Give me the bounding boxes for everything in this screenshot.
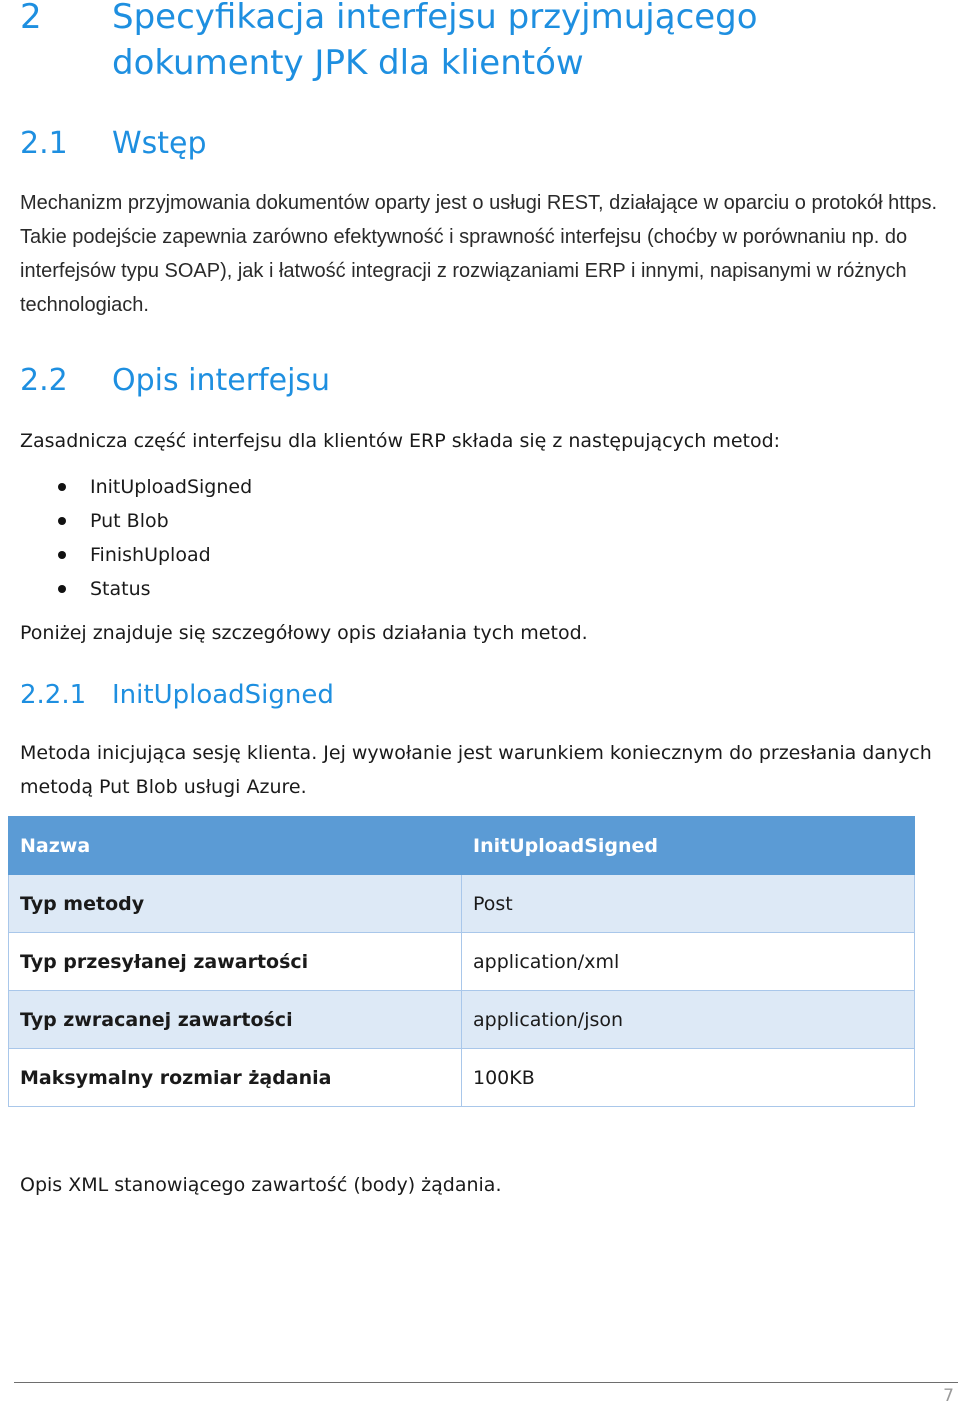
table-header-cell: InitUploadSigned xyxy=(462,817,915,875)
section-heading-interface xyxy=(20,361,330,401)
table-row xyxy=(9,1049,915,1107)
method-spec-table xyxy=(8,816,915,1107)
subsection-number: 2.2.1 xyxy=(20,680,87,710)
page-number: 7 xyxy=(943,1386,954,1406)
list-item xyxy=(0,538,252,572)
chapter-number: 2 xyxy=(20,0,42,37)
section-title: Wstęp xyxy=(112,126,207,161)
method-name: FinishUpload xyxy=(90,544,211,566)
bullet-icon xyxy=(58,551,66,559)
method-name: Put Blob xyxy=(90,510,169,532)
section-number: 2.1 xyxy=(20,126,68,161)
chapter-heading xyxy=(20,0,950,86)
table-value-cell: application/xml xyxy=(462,933,915,991)
methods-list xyxy=(0,470,252,606)
bullet-icon xyxy=(58,483,66,491)
table-value-cell: Post xyxy=(462,875,915,933)
list-item xyxy=(0,572,252,606)
table-value-cell: application/json xyxy=(462,991,915,1049)
section-number: 2.2 xyxy=(20,363,68,398)
table-row xyxy=(9,875,915,933)
list-item xyxy=(0,470,252,504)
chapter-title: Specyfikacja interfejsu przyjmującego dokumenty JPK dla klientów xyxy=(112,0,758,83)
method-name: Status xyxy=(90,578,151,600)
list-item xyxy=(0,504,252,538)
table-label-cell: Typ metody xyxy=(9,875,462,933)
table-value-cell: 100KB xyxy=(462,1049,915,1107)
closing-paragraph: Opis XML stanowiącego zawartość (body) żądania. xyxy=(20,1174,502,1196)
bullet-icon xyxy=(58,517,66,525)
table-header-cell: Nazwa xyxy=(9,817,462,875)
table-header-row xyxy=(9,817,915,875)
subsection-paragraph: Metoda inicjująca sesję klienta. Jej wywołanie jest warunkiem koniecznym do przesłania danych metodą Put Blob usługi Azure. xyxy=(20,742,932,798)
subsection-heading xyxy=(20,678,334,712)
bullet-icon xyxy=(58,585,66,593)
intro-paragraph: Mechanizm przyjmowania dokumentów oparty jest o usługi REST, działające w oparciu o protokół https. Takie podejście zapewnia zarówno efektywność i sprawność interfejsu (choćby w porównaniu np. do interfejsów typu SOAP), jak i łatwość integracji z rozwiązaniami ERP i innymi, napisanymi w różnych technologiach. xyxy=(20,192,938,316)
footer-divider xyxy=(14,1382,958,1383)
methods-outro-paragraph: Poniżej znajduje się szczegółowy opis działania tych metod. xyxy=(20,622,588,644)
section-title: Opis interfejsu xyxy=(112,363,331,398)
table-label-cell: Maksymalny rozmiar żądania xyxy=(9,1049,462,1107)
section-heading-intro xyxy=(20,124,207,164)
table-row xyxy=(9,991,915,1049)
table-label-cell: Typ zwracanej zawartości xyxy=(9,991,462,1049)
table-label-cell: Typ przesyłanej zawartości xyxy=(9,933,462,991)
interface-intro-paragraph: Zasadnicza część interfejsu dla klientów ERP składa się z następujących metod: xyxy=(20,430,781,452)
subsection-title: InitUploadSigned xyxy=(112,680,334,710)
method-name: InitUploadSigned xyxy=(90,476,253,498)
table-row xyxy=(9,933,915,991)
